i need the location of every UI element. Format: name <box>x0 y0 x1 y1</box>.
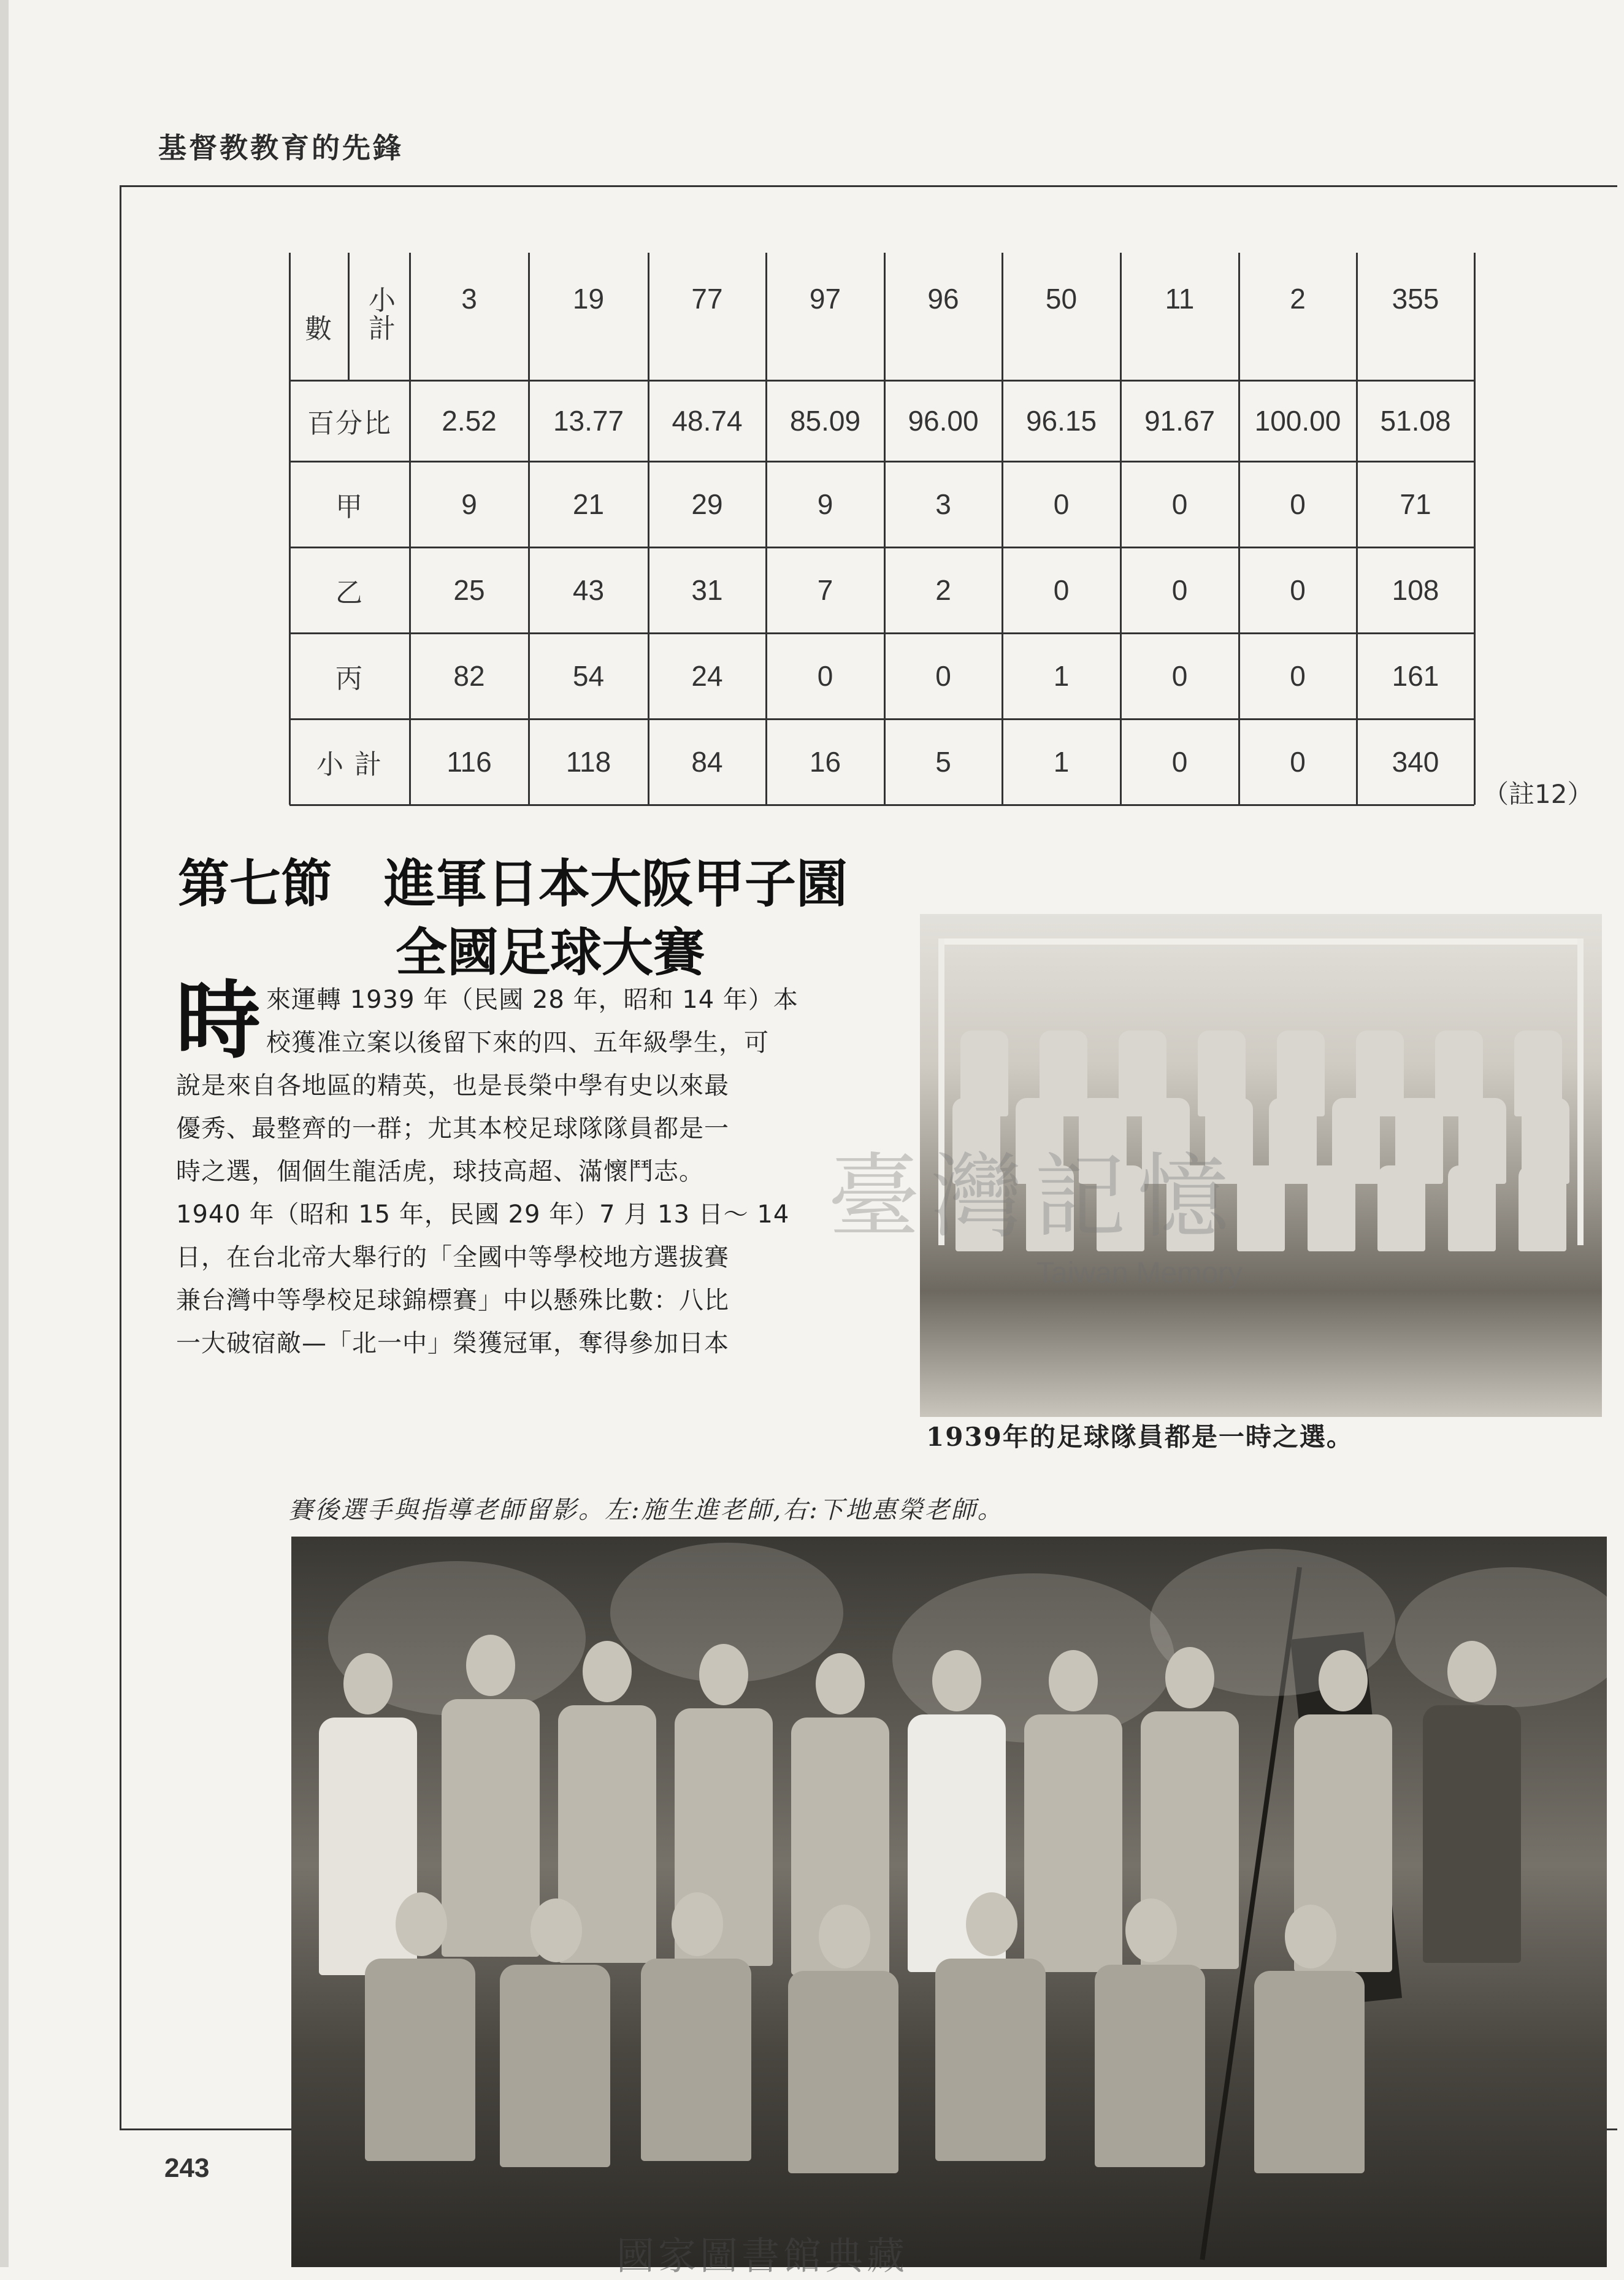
table-cell: 0 <box>1171 746 1188 778</box>
kneeling-player <box>359 1892 481 2260</box>
table-cell: 85.09 <box>789 405 861 437</box>
person-body <box>1095 1965 1205 2167</box>
table-cell: 96.00 <box>908 405 979 437</box>
table-cell: 0 <box>1171 574 1188 606</box>
person-head <box>966 1892 1017 1956</box>
person-head <box>466 1635 515 1696</box>
goal-post-right <box>1577 938 1584 1245</box>
table-cell: 9 <box>817 488 833 520</box>
table-cell: 0 <box>1290 488 1306 520</box>
person-head <box>583 1641 632 1702</box>
table-cell: 96 <box>927 283 959 315</box>
person-body <box>641 1959 751 2161</box>
body-text-line: 來運轉 1939 年（民國 28 年，昭和 14 年）本 <box>266 986 799 1014</box>
library-stamp: 國家圖書館典藏 <box>616 2233 909 2278</box>
table-cell: 77 <box>691 283 723 315</box>
person-head <box>1285 1905 1336 1968</box>
person-body <box>788 1971 898 2173</box>
table-cell: 48.74 <box>672 405 743 437</box>
table-cell: 11 <box>1165 283 1195 315</box>
table-row-sublabel: 小計 <box>364 286 395 342</box>
table-cell: 1 <box>1053 746 1070 778</box>
photo-caption-1: 1939年的足球隊員都是一時之選。 <box>926 1422 1354 1452</box>
table-cell: 24 <box>691 660 723 692</box>
person-head <box>343 1653 393 1714</box>
table-cell: 100.00 <box>1254 405 1341 437</box>
player-figure <box>1448 1165 1496 1251</box>
table-cell: 54 <box>572 660 605 692</box>
person-head <box>1165 1647 1214 1708</box>
person-body <box>500 1965 610 2167</box>
table-note: （註12） <box>1483 779 1593 809</box>
table-cell: 84 <box>691 746 723 778</box>
table-cell: 0 <box>1290 746 1306 778</box>
kneeling-player <box>635 1892 757 2260</box>
photo-caption-2: 賽後選手與指導老師留影。左:施生進老師,右:下地惠榮老師。 <box>288 1496 1004 1524</box>
table-cell: 16 <box>809 746 841 778</box>
table-cell: 2.52 <box>442 405 497 437</box>
watermark-logo: 臺灣記憶 <box>828 1144 1241 1251</box>
watermark-subtitle: Taiwan Memory <box>1036 1257 1243 1289</box>
table-row-label: 百分比 <box>307 408 392 439</box>
table-cell: 0 <box>1290 660 1306 692</box>
running-header: 基督教教育的先鋒 <box>158 131 404 164</box>
person-head <box>932 1650 981 1711</box>
table-cell: 161 <box>1392 660 1439 692</box>
person-head <box>699 1644 748 1705</box>
drop-cap: 時 <box>176 972 262 1070</box>
table-cell: 9 <box>461 488 477 520</box>
person-head <box>816 1653 865 1714</box>
table-cell: 51.08 <box>1380 405 1451 437</box>
person-body <box>1423 1705 1521 1963</box>
body-text-line: 兼台灣中等學校足球錦標賽」中以懸殊比數：八比 <box>176 1286 729 1315</box>
body-text-line: 一大破宿敵—「北一中」榮獲冠軍，奪得參加日本 <box>176 1329 729 1357</box>
section-heading-line1: 第七節 進軍日本大阪甲子園 <box>178 854 848 914</box>
section-heading <box>178 850 914 987</box>
table-cell: 29 <box>691 488 723 520</box>
table-cell: 340 <box>1392 746 1439 778</box>
player-figure <box>1377 1165 1425 1251</box>
table-cell: 50 <box>1045 283 1078 315</box>
body-text-line: 校獲准立案以後留下來的四、五年級學生，可 <box>266 1029 770 1057</box>
table-cell: 0 <box>935 660 951 692</box>
table-cell: 97 <box>809 283 841 315</box>
table-cell: 2 <box>935 574 951 606</box>
table-cell: 96.15 <box>1025 405 1097 437</box>
table-cell: 5 <box>935 746 951 778</box>
table-cell: 91.67 <box>1144 405 1216 437</box>
table-row-label: 乙 <box>335 577 364 608</box>
kneeling-player <box>494 1898 616 2267</box>
person-body <box>1254 1971 1365 2173</box>
person-head <box>672 1892 723 1956</box>
body-text-line: 說是來自各地區的精英，也是長榮中學有史以來最 <box>176 1072 729 1100</box>
table-cell: 19 <box>572 283 605 315</box>
body-text-line: 優秀、最整齊的一群；尤其本校足球隊隊員都是一 <box>176 1115 729 1143</box>
table-cell: 21 <box>572 488 605 520</box>
player-figure <box>1308 1165 1355 1251</box>
page-number: 243 <box>164 2153 210 2183</box>
table-cell: 7 <box>817 574 833 606</box>
page-edge <box>0 0 9 2267</box>
person-head <box>1049 1650 1098 1711</box>
table-cell: 0 <box>817 660 833 692</box>
person-head <box>819 1905 870 1968</box>
header-rule <box>120 185 1617 187</box>
statistics-table <box>289 253 1474 805</box>
person-head <box>396 1892 447 1956</box>
table-cell: 25 <box>453 574 485 606</box>
table-cell: 116 <box>446 746 492 778</box>
table-cell: 43 <box>572 574 605 606</box>
table-cell: 1 <box>1053 660 1070 692</box>
body-text-line: 時之選，個個生龍活虎，球技高超、滿懷鬥志。 <box>176 1157 704 1186</box>
kneeling-player <box>1248 1905 1371 2267</box>
table-cell: 0 <box>1053 574 1070 606</box>
table-row-label: 小 計 <box>316 749 383 780</box>
table-cell: 0 <box>1171 488 1188 520</box>
table-cell: 71 <box>1400 488 1431 520</box>
table-row-label: 甲 <box>335 491 364 523</box>
player-figure <box>1237 1165 1285 1251</box>
table-cell: 2 <box>1290 283 1306 315</box>
table-cell: 31 <box>691 574 723 606</box>
goal-crossbar <box>938 938 1584 945</box>
person-head <box>1447 1641 1496 1702</box>
kneeling-player <box>782 1905 905 2267</box>
person-body <box>365 1959 475 2161</box>
table-cell: 3 <box>935 488 951 520</box>
team-photo-championship <box>291 1537 1607 2267</box>
kneeling-player <box>929 1892 1052 2260</box>
table-cell: 3 <box>461 283 477 315</box>
table-cell: 355 <box>1392 283 1439 315</box>
body-text <box>176 972 840 1365</box>
standing-person <box>1414 1641 1530 2193</box>
section-heading-line2: 全國足球大賽 <box>396 923 705 983</box>
table-cell: 0 <box>1053 488 1070 520</box>
table-row-label: 數 <box>305 313 333 345</box>
person-body <box>935 1959 1046 2161</box>
person-head <box>1319 1650 1368 1711</box>
table-row-label: 丙 <box>335 663 364 694</box>
table-cell: 0 <box>1171 660 1188 692</box>
table-cell: 108 <box>1392 574 1439 606</box>
person-head <box>1125 1898 1177 1962</box>
body-text-line: 1940 年（昭和 15 年，民國 29 年）7 月 13 日～ 14 <box>176 1200 790 1229</box>
table-cell: 82 <box>453 660 485 692</box>
person-head <box>530 1898 582 1962</box>
table-cell: 118 <box>565 746 611 778</box>
kneeling-player <box>1089 1898 1211 2267</box>
body-text-line: 日，在台北帝大舉行的「全國中等學校地方選拔賽 <box>176 1243 729 1272</box>
table-cell: 13.77 <box>553 405 624 437</box>
table-cell: 0 <box>1290 574 1306 606</box>
player-figure <box>1519 1165 1566 1251</box>
frame-left-rule <box>120 185 121 2130</box>
